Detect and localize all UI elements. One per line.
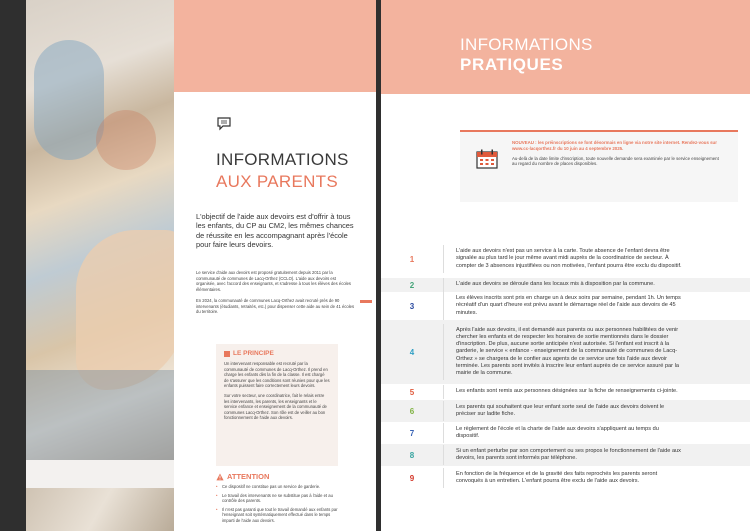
child-writing-photo <box>26 488 174 531</box>
accent-ribbon <box>360 300 372 303</box>
attention-item: • Le travail des intervenants ne se substitue pas à l'aide et au contrôle des parents. <box>216 493 342 504</box>
rule-number: 1 <box>409 254 415 264</box>
registration-notice <box>460 130 738 202</box>
notice-line-2: Au-delà de la date limite d'inscription, toute nouvelle demande sera examinée par le service enseignement au regard du nombre de places disponibles. <box>512 155 719 167</box>
attention-section <box>216 472 342 527</box>
rule-number: 4 <box>409 347 415 357</box>
rule-row <box>381 384 750 400</box>
recruitment-paragraph: En 2024, la communauté de communes Lacq-Orthez avait recruté près de 90 intervenants (étudiants, retraités, etc.) pour dispenser cette aide au sein de 41 écoles du territoire. <box>196 298 355 315</box>
rule-text: En fonction de la fréquence et de la gravité des faits reprochés les parents seront convoqués à un entretien. L'enfant pourra être exclu de l'aide aux devoirs. <box>443 468 683 488</box>
rule-text: Les enfants sont remis aux personnes désignées sur la fiche de renseignements ci-jointe. <box>443 385 683 398</box>
rule-text: L'aide aux devoirs n'est pas un service à la carte. Toute absence de l'enfant devra être signalée au plus tard le jour même avant midi auprès de la coordinatrice de secteur. À compter de 3 absences injustifiées ou non motivées, l'enfant pourra être exclu du dispositif. <box>443 245 683 273</box>
left-content <box>174 92 376 531</box>
right-title-line1: INFORMATIONS <box>460 35 593 54</box>
rule-row <box>381 400 750 422</box>
rule-number: 7 <box>409 428 415 438</box>
child-homework-photo <box>26 0 174 460</box>
right-title-line2: PRATIQUES <box>460 55 564 74</box>
left-title-line1: INFORMATIONS <box>216 150 349 169</box>
left-page <box>26 0 376 531</box>
rule-number: 9 <box>409 473 415 483</box>
attention-item: • Ce dispositif ne constitue pas un service de garderie. <box>216 484 342 490</box>
rule-text: Après l'aide aux devoirs, il est demandé aux parents ou aux personnes habilitées de venir chercher les enfants et de respecter les horaires de sortie mentionnés dans le dossier d'inscription. De plus, aucune sortie anticipée n'est autorisée. Si l'enfant est inscrit à la garderie, le service « enfance - enseignement de la communauté de communes de Lacq-Orthez » se chargera de le confier aux agents de ce service une fois l'aide aux devoir terminée. Les parents sont invités à inscrire leur enfant auprès de ce service assuré par la mairie de la commune. <box>443 324 683 380</box>
notice-line-1: NOUVEAU : les préinscriptions se font désormais en ligne via notre site internet. Rendez-vous sur www.cc-lacqorthez.fr du 10 juin au 4 septembre 2025. <box>512 140 717 151</box>
rule-number: 6 <box>409 406 415 416</box>
right-page <box>381 0 750 531</box>
calendar-icon <box>476 149 498 169</box>
rule-text: Les élèves inscrits sont pris en charge un à deux soirs par semaine, pendant 1h. Un temps récréatif d'un quart d'heure est prévu avant le démarrage réel de l'aide aux devoirs de 45 minutes. <box>443 292 683 320</box>
speech-bubble-icon <box>216 116 232 132</box>
principe-text-1: Un intervenant responsable est recruté par la communauté de communes de Lacq-Orthez. Il prend en charge les enfants dès la fin de la classe. Il est chargé de s'assurer que les conditions sont réunies pour que les enfants puissent faire correctement leurs devoirs. <box>224 361 330 389</box>
rule-row <box>381 320 750 384</box>
principe-icon <box>224 351 230 357</box>
rule-row <box>381 444 750 466</box>
rule-row <box>381 278 750 292</box>
attention-title: ATTENTION <box>227 472 270 481</box>
principe-text-2: Sur votre secteur, une coordinatrice, fait le relais entre les intervenants, les parents, les enseignants et le service enfance et enseignement de la communauté de communes Lacq-Orthez. Son rôle est de veiller au bon fonctionnement de l'aide aux devoirs. <box>224 392 327 421</box>
rule-row <box>381 422 750 444</box>
left-title-line2: AUX PARENTS <box>216 172 339 191</box>
service-paragraph: Le service d'aide aux devoirs est proposé gratuitement depuis 2011 par la communauté de communes de Lacq-Orthez (CCLO). L'aide aux devoirs est organisée, avec l'accord des enseignants, et s'adresse à tous les élèves des écoles élémentaires. <box>196 270 351 292</box>
rule-number: 2 <box>409 280 415 290</box>
warning-icon <box>216 473 224 481</box>
rule-text: L'aide aux devoirs se déroule dans les locaux mis à disposition par la commune. <box>443 278 683 291</box>
rule-text: Si un enfant perturbe par son comportement ou ses propos le fonctionnement de l'aide aux devoirs, les parents sont informés par téléphone. <box>443 445 683 465</box>
rule-text: Le règlement de l'école et la charte de l'aide aux devoirs s'appliquent au temps du dispositif. <box>443 423 683 443</box>
rule-row <box>381 240 750 278</box>
attention-item: • Il n'est pas garanti que tout le travail demandé aux enfants par l'enseignant soit systématiquement effectué dans le temps imparti de l'aide aux devoirs. <box>216 507 342 524</box>
rule-row <box>381 292 750 320</box>
rules-list <box>381 240 750 490</box>
principe-box <box>216 344 338 466</box>
intro-paragraph: L'objectif de l'aide aux devoirs est d'offrir à tous les enfants, du CP au CM2, les mêmes chances de réussite en les accompagnant après l'école pour faire leurs devoirs. <box>196 212 354 250</box>
rule-number: 5 <box>409 387 415 397</box>
rule-number: 3 <box>409 301 415 311</box>
principe-title: LE PRINCIPE <box>233 350 274 357</box>
rule-row <box>381 466 750 490</box>
rule-text: Les parents qui souhaitent que leur enfant sorte seul de l'aide aux devoirs doivent le préciser sur ladite fiche. <box>443 401 683 421</box>
rule-number: 8 <box>409 450 415 460</box>
